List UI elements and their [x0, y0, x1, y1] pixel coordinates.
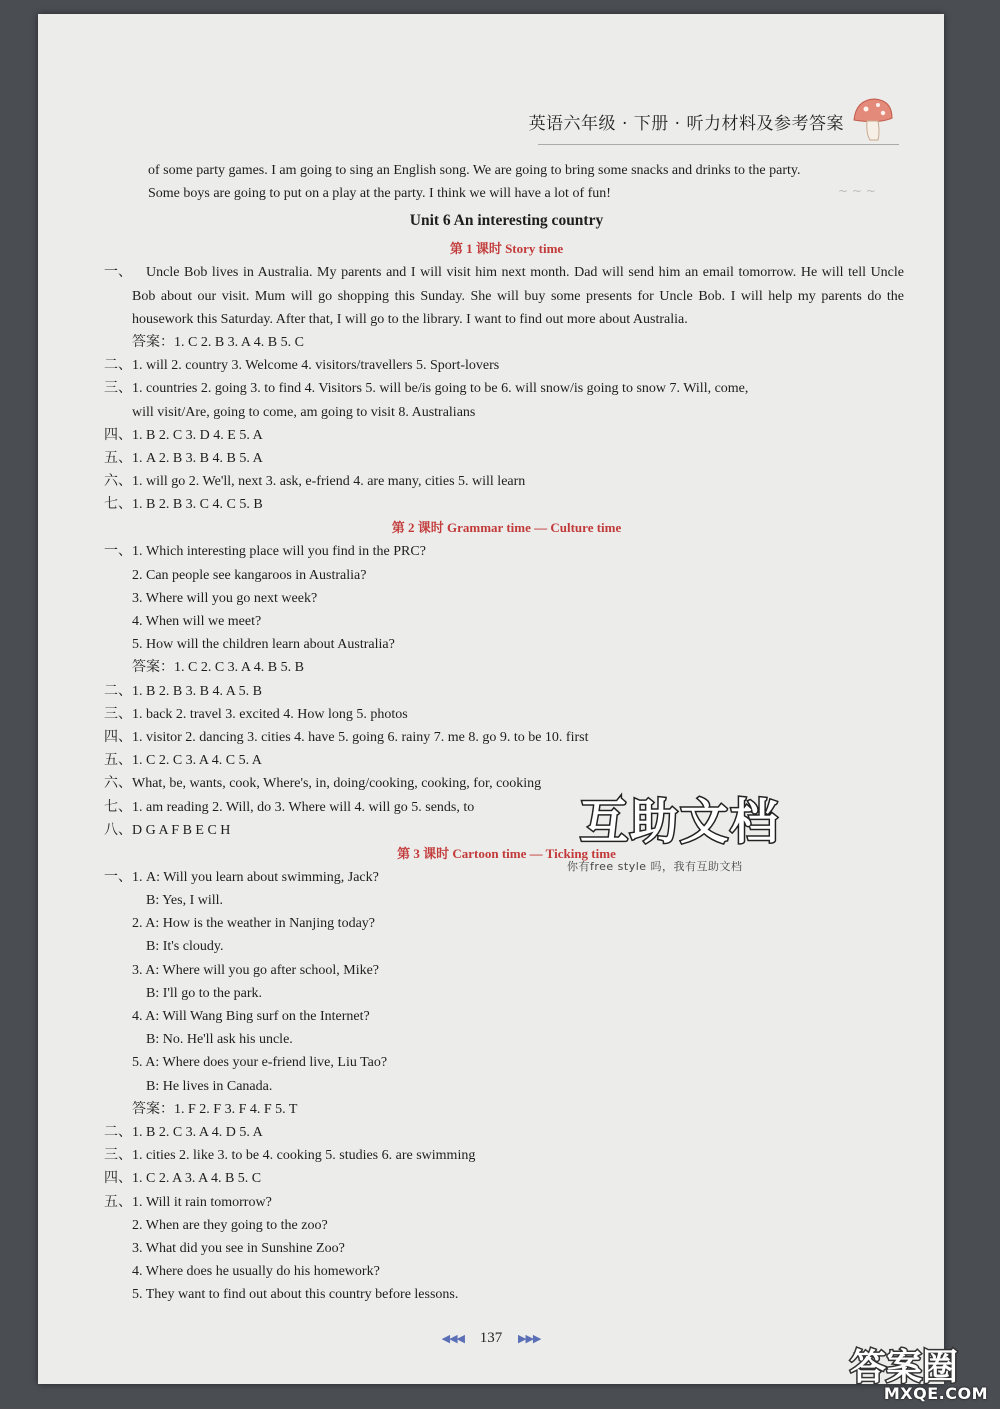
lesson-1-title: 第 1 课时 Story time — [449, 241, 564, 257]
page-footer — [38, 1330, 944, 1347]
watermark-url: MXQE.COM — [883, 1384, 988, 1403]
lesson-1-listening-text — [104, 261, 904, 331]
dialogue-line: 5. A: Where does your e-friend live, Liu Tao? — [132, 1055, 388, 1071]
answer-content — [104, 159, 904, 1306]
mushroom-icon — [850, 96, 894, 142]
lesson-2-title: 第 2 课时 Grammar time — Culture time — [391, 520, 622, 536]
dialogue-line: 一、1. A: Will you learn about swimming, Jack? — [104, 869, 379, 885]
question-line: 2. Can people see kangaroos in Australia? — [132, 567, 367, 583]
document-page — [38, 14, 944, 1384]
question-line: 2. When are they going to the zoo? — [132, 1217, 328, 1233]
question-line: 4. When will we meet? — [132, 614, 262, 630]
answer-line: 二、1. B 2. C 3. A 4. D 5. A — [104, 1124, 263, 1140]
watermark-stamp-text: 答案圈 — [849, 1347, 959, 1388]
watermark-subtitle: 你有free style 吗，我有互助文档 — [567, 860, 743, 873]
answer-line: 答案：1. C 2. B 3. A 4. B 5. C — [132, 334, 304, 350]
answer-line: 五、1. A 2. B 3. B 4. B 5. A — [104, 450, 263, 466]
answer-line: 四、1. B 2. C 3. D 4. E 5. A — [104, 427, 263, 443]
intro-line: Some boys are going to put on a play at the party. I think we will have a lot of fun! — [148, 186, 611, 202]
answer-line: 四、1. visitor 2. dancing 3. cities 4. have 5. going 6. rainy 7. me 8. go 9. to be 10. first — [104, 729, 589, 745]
question-line: 5. How will the children learn about Australia? — [132, 637, 395, 653]
header-divider — [538, 144, 899, 145]
answer-line: 三、1. cities 2. like 3. to be 4. cooking 5. studies 6. are swimming — [104, 1148, 476, 1164]
watermark-logo-text: 互助文档 — [579, 794, 781, 850]
bleed-through-marks: ~ ~ ~ — [838, 184, 876, 198]
question-line: 3. What did you see in Sunshine Zoo? — [132, 1240, 345, 1256]
question-line: 3. Where will you go next week? — [132, 590, 318, 606]
question-line: 一、1. Which interesting place will you find in the PRC? — [104, 544, 426, 560]
answer-line: 七、1. am reading 2. Will, do 3. Where will 4. will go 5. sends, to — [104, 799, 475, 815]
answer-line: 六、What, be, wants, cook, Where's, in, doing/cooking, cooking, for, cooking — [104, 776, 542, 792]
question-line: 4. Where does he usually do his homework? — [132, 1264, 380, 1280]
dialogue-line: 2. A: How is the weather in Nanjing today? — [132, 916, 376, 932]
answer-line: 八、D G A F B E C H — [104, 822, 231, 838]
answer-line: 答案：1. F 2. F 3. F 4. F 5. T — [132, 1101, 298, 1117]
dialogue-line: B: It's cloudy. — [146, 939, 224, 955]
prev-arrows-icon: ◀◀◀ — [441, 1333, 464, 1345]
answer-line: 答案：1. C 2. C 3. A 4. B 5. B — [132, 660, 304, 676]
dialogue-line: B: He lives in Canada. — [146, 1078, 273, 1094]
answer-line: will visit/Are, going to come, am going to visit 8. Australians — [132, 404, 476, 420]
question-line: 5. They want to find out about this country before lessons. — [132, 1287, 459, 1303]
dialogue-line: 4. A: Will Wang Bing surf on the Internet? — [132, 1009, 370, 1025]
page-header-title: 英语六年级 · 下册 · 听力材料及参考答案 — [528, 114, 844, 134]
next-arrows-icon: ▶▶▶ — [518, 1333, 541, 1345]
question-line: 五、1. Will it rain tomorrow? — [104, 1194, 272, 1210]
answer-line: 四、1. C 2. A 3. A 4. B 5. C — [104, 1171, 262, 1187]
dialogue-line: B: No. He'll ask his uncle. — [146, 1032, 293, 1048]
dialogue-line: B: I'll go to the park. — [146, 985, 263, 1001]
answer-line: 五、1. C 2. C 3. A 4. C 5. A — [104, 753, 262, 769]
answer-line: 二、1. will 2. country 3. Welcome 4. visitors/travellers 5. Sport-lovers — [104, 358, 500, 374]
answer-line: 六、1. will go 2. We'll, next 3. ask, e-friend 4. are many, cities 5. will learn — [104, 474, 526, 490]
lesson-3-title: 第 3 课时 Cartoon time — Ticking time — [397, 845, 616, 861]
page-number: 137 — [479, 1330, 503, 1346]
question-label: 一、 — [104, 265, 132, 281]
listening-passage: Uncle Bob lives in Australia. My parents and I will visit him next month. Dad will send him an email tomorrow. He will tell Uncle Bob about our visit. Mum will go shopping this Sunday. She will buy some presents for Uncle Bob. I will help my parents do the housework this Saturday. After that, I will go to the library. I want to find out more about Australia. — [132, 265, 904, 327]
dialogue-line: 3. A: Where will you go after school, Mike? — [132, 962, 380, 978]
answer-line: 三、1. countries 2. going 3. to find 4. Visitors 5. will be/is going to be 6. will snow/is going to snow 7. Will, come, — [104, 381, 749, 397]
unit-title: Unit 6 An interesting country — [409, 212, 604, 230]
answer-line: 七、1. B 2. B 3. C 4. C 5. B — [104, 497, 263, 513]
dialogue-line: B: Yes, I will. — [146, 893, 224, 909]
answer-line: 二、1. B 2. B 3. B 4. A 5. B — [104, 683, 262, 699]
intro-line: of some party games. I am going to sing an English song. We are going to bring some snacks and drinks to the party. — [148, 163, 801, 178]
answer-line: 三、1. back 2. travel 3. excited 4. How long 5. photos — [104, 706, 408, 722]
watermark-logo — [565, 790, 795, 850]
